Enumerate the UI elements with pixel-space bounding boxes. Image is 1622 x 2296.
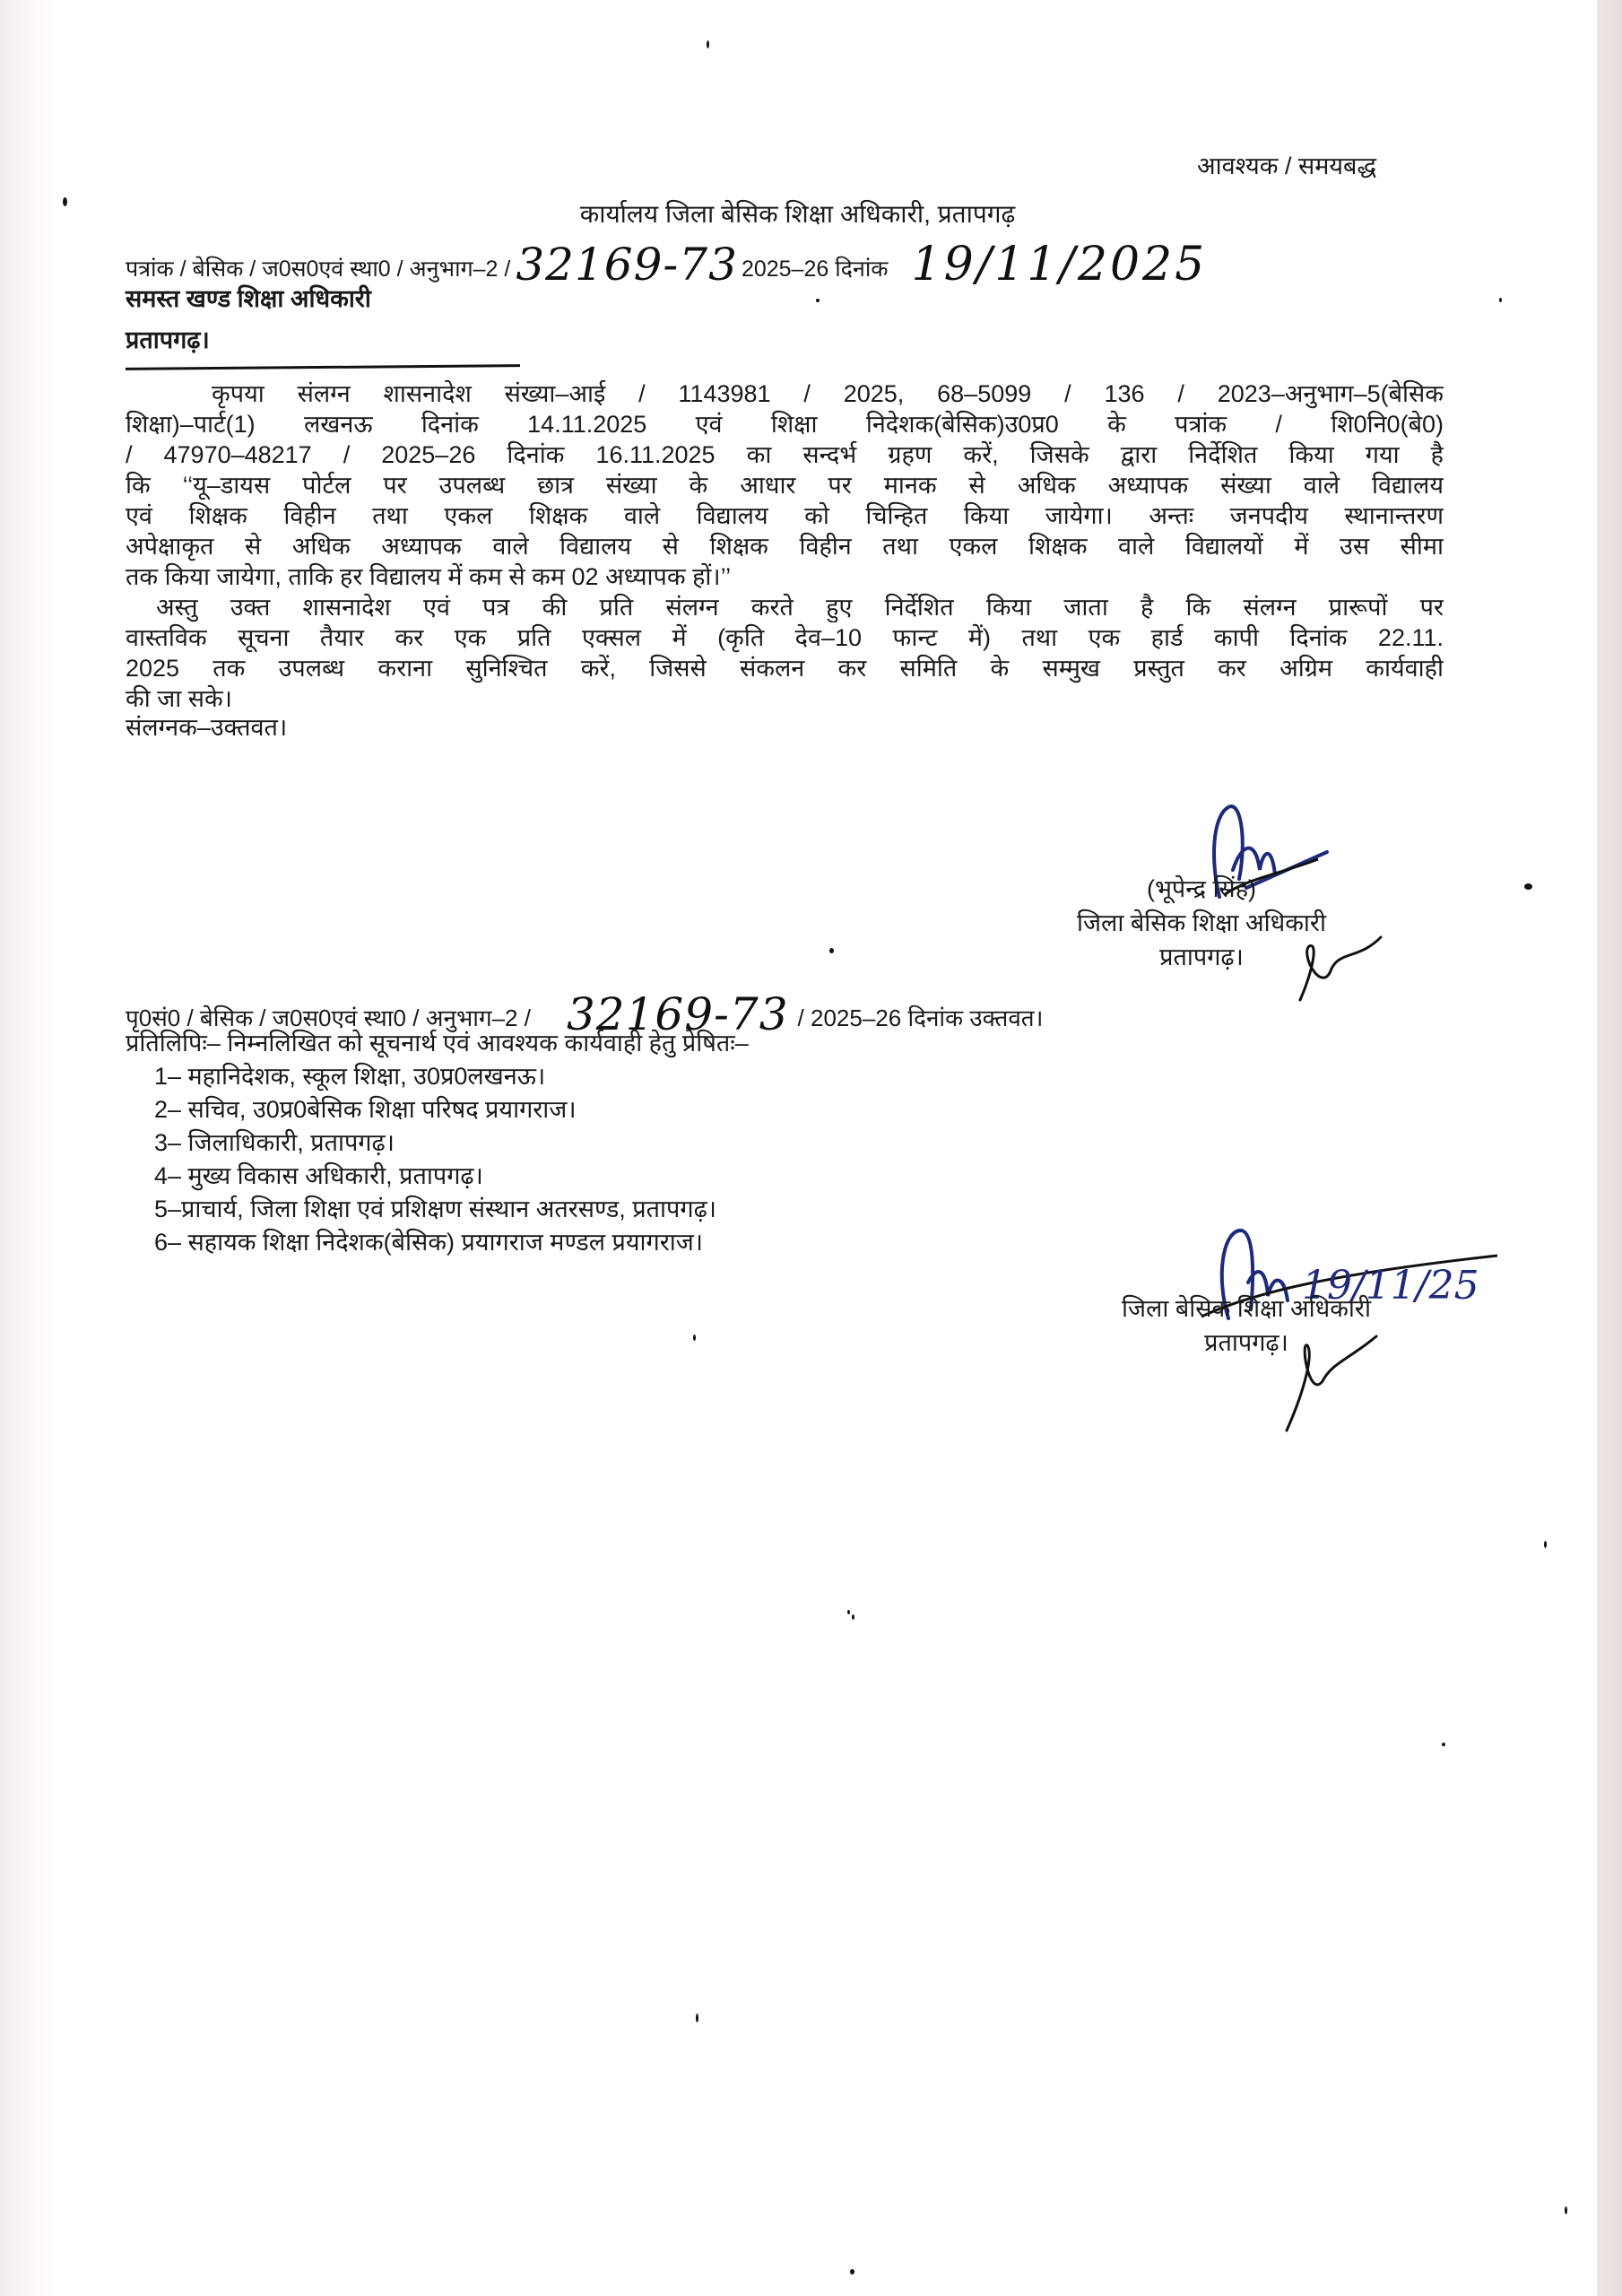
endorsement-number-handwritten: 32169-73 <box>566 988 789 1040</box>
paragraph-line: कि ‘‘यू–डायस पोर्टल पर उपलब्ध छात्र संख्या के आधार पर मानक से अधिक अध्यापक संख्या वाले विद्यालय <box>126 472 1444 499</box>
initials-2-ink <box>1282 1327 1381 1435</box>
scan-speck <box>816 299 820 302</box>
copy-to-heading: प्रतिलिपिः– निम्नलिखित को सूचनार्थ एवं आवश्यक कार्यवाही हेतु प्रेषितः– <box>126 1030 749 1057</box>
paragraph-line: कृपया संलग्न शासनादेश संख्या–आई / 1143981 / 2025, 68–5099 / 136 / 2023–अनुभाग–5(बेसिक <box>212 380 1444 407</box>
addressee-line-2: प्रतापगढ़। <box>126 326 210 353</box>
scan-speck <box>850 2269 854 2274</box>
copy-to-item: 1– महानिदेशक, स्कूल शिक्षा, उ0प्र0लखनऊ। <box>154 1063 546 1090</box>
enclosure-note: संलग्नक–उक्तवत। <box>126 714 288 741</box>
paragraph-line: की जा सके। <box>126 685 232 712</box>
endorsement-prefix: पृ0सं0 / बेसिक / ज0स0एवं स्था0 / अनुभाग–2 / <box>126 1004 531 1031</box>
page-right-edge <box>1597 0 1622 2296</box>
date-handwritten: 19/11/2025 <box>911 238 1208 291</box>
signatory-designation: जिला बेसिक शिक्षा अधिकारी <box>1077 909 1326 936</box>
scan-speck <box>707 40 709 48</box>
signatory-name: (भूपेन्द्र सिंह) <box>1146 875 1257 902</box>
copy-to-list <box>154 1060 716 1259</box>
paragraph-line: वास्तविक सूचना तैयार कर एक प्रति एक्सल में (कृति देव–10 फान्ट में) तथा एक हार्ड कापी दिनांक 22.11. <box>126 624 1444 651</box>
page-left-shadow <box>0 0 54 2296</box>
copy-to-item: 6– सहायक शिक्षा निदेशक(बेसिक) प्रयागराज मण्डल प्रयागराज। <box>154 1229 704 1256</box>
scan-speck <box>693 1335 696 1341</box>
initials-1-ink <box>1291 933 1390 1004</box>
paragraph-line: अस्तु उक्त शासनादेश एवं पत्र की प्रति संलग्न करते हुए निर्देशित किया जाता है कि संलग्न प्रारूपों पर <box>156 594 1444 621</box>
ref-number-handwritten: 32169-73 <box>516 239 738 291</box>
urgency-label: आवश्यक / समयबद्ध <box>1197 152 1377 179</box>
scan-speck <box>696 2013 698 2022</box>
copy-to-item: 2– सचिव, उ0प्र0बेसिक शिक्षा परिषद प्रयागराज। <box>154 1096 577 1123</box>
scan-speck <box>63 197 67 206</box>
paragraph-line: अपेक्षाकृत से अधिक अध्यापक वाले विद्यालय से शिक्षक विहीन तथा एकल शिक्षक वाले विद्यालयों में उस सीमा <box>126 533 1444 560</box>
paragraph-line: एवं शिक्षक विहीन तथा एकल शिक्षक वाले विद्यालय को चिन्हित किया जायेगा। अन्तः जनपदीय स्थानान्तरण <box>126 502 1444 529</box>
signature-2-date: 19/11/25 <box>1302 1263 1479 1309</box>
scan-speck <box>852 1614 854 1620</box>
scan-speck <box>1442 1743 1445 1746</box>
scan-speck <box>829 948 834 953</box>
paragraph-line: 2025 तक उपलब्ध कराना सुनिश्चित करें, जिससे संकलन कर समिति के सम्मुख प्रस्तुत कर अग्रिम कार्यवाही <box>126 655 1444 682</box>
scan-speck <box>847 1610 850 1614</box>
copy-to-item: 4– मुख्य विकास अधिकारी, प्रतापगढ़। <box>154 1162 483 1189</box>
scan-speck <box>1524 883 1532 890</box>
office-title: कार्यालय जिला बेसिक शिक्षा अधिकारी, प्रतापगढ़ <box>579 200 1016 228</box>
scan-speck <box>1544 1541 1547 1548</box>
reference-line <box>126 238 1208 291</box>
body-paragraph-2 <box>126 592 1444 714</box>
endorsement-suffix: / 2025–26 दिनांक उक्तवत। <box>797 1004 1044 1031</box>
scan-speck <box>1499 298 1502 302</box>
copy-to-item: 5–प्राचार्य, जिला शिक्षा एवं प्रशिक्षण संस्थान अतरसण्ड, प्रतापगढ़। <box>154 1196 717 1222</box>
paragraph-line: शिक्षा)–पार्ट(1) लखनऊ दिनांक 14.11.2025 एवं शिक्षा निदेशक(बेसिक)उ0प्र0 के पत्रांक / शि0नि0(बे0) <box>126 411 1444 438</box>
scan-speck <box>1565 2206 1567 2214</box>
addressee-underline <box>126 364 520 370</box>
signatory-place: प्रतापगढ़। <box>1159 944 1244 970</box>
body-paragraph-1 <box>126 378 1444 592</box>
signatory-2-designation: जिला बेसिक शिक्षा अधिकारी <box>1122 1295 1371 1322</box>
copy-to-item: 3– जिलाधिकारी, प्रतापगढ़। <box>154 1129 395 1156</box>
ref-year: 2025–26 दिनांक <box>741 257 889 282</box>
paragraph-line: तक किया जायेगा, ताकि हर विद्यालय में कम से कम 02 अध्यापक हों।’’ <box>126 563 732 590</box>
paragraph-line: / 47970–48217 / 2025–26 दिनांक 16.11.2025 का सन्दर्भ ग्रहण करें, जिसके द्वारा निर्देशित किया गया है <box>126 441 1444 468</box>
addressee-line-1: समस्त खण्ड शिक्षा अधिकारी <box>126 285 371 312</box>
ref-prefix: पत्रांक / बेसिक / ज0स0एवं स्था0 / अनुभाग–2 / <box>126 257 511 282</box>
signatory-2-place: प्रतापगढ़। <box>1204 1329 1288 1356</box>
